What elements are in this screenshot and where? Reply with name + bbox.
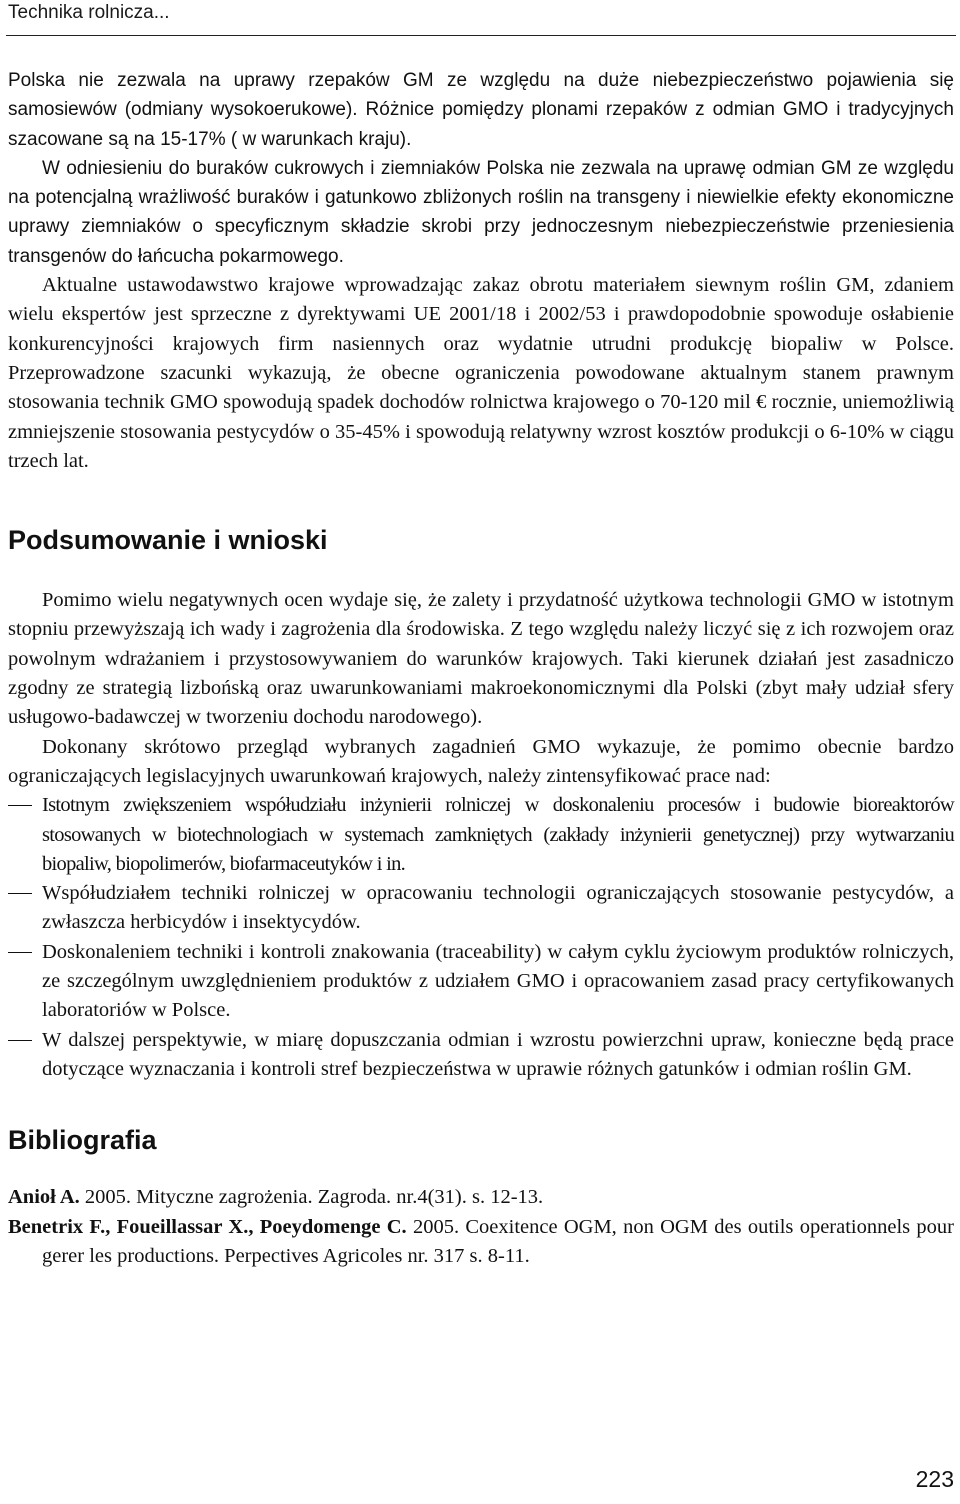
body-paragraph-1: Polska nie zezwala na uprawy rzepaków GM ze względu na duże niebezpieczeństwo pojawienia się samosiewów (odmiany wysokoerukowe). Różnice pomiędzy plonami rzepaków z odmian GMO i tradycyjnych szacowane są na 15-17% ( w warunkach kraju).	[8, 70, 954, 150]
list-item	[8, 1026, 954, 1085]
header-rule	[6, 35, 956, 36]
page-content	[8, 66, 954, 1271]
dash-bullet-icon	[8, 1040, 32, 1041]
bibliography-entry	[8, 1183, 954, 1212]
bibliography-details: 2005. Mityczne zagrożenia. Zagroda. nr.4(31). s. 12-13.	[79, 1186, 544, 1209]
conclusions-list	[8, 791, 954, 1084]
body-paragraph-2: W odniesieniu do buraków cukrowych i ziemniaków Polska nie zezwala na uprawę odmian GM ze względu na potencjalną wrażliwość buraków i gatunkowo zbliżonych roślin na transgeny i niewielkie efekty ekonomiczne uprawy ziemniaków o specyficznym składzie skrobi przy jednoczesnym niebezpieczeństwie przeniesienia transgenów do łańcucha pokarmowego.	[8, 157, 954, 267]
list-item	[8, 938, 954, 1026]
bibliography-authors: Anioł A.	[8, 1186, 80, 1209]
list-item-text: W dalszej perspektywie, w miarę dopuszczania odmian i wzrostu powierzchni upraw, konieczne będą prace dotyczące wyznaczania i kontroli stref bezpieczeństwa w uprawie różnych gatunków i odmian roślin GM.	[42, 1028, 954, 1080]
list-item-text: Istotnym zwiększeniem współudziału inżynierii rolniczej w doskonaleniu procesów i budowie bioreaktorów stosowanych w biotechnologiach w systemach zamkniętych (zakłady inżynierii genetycznej) przy wytwarzaniu biopaliw, biopolimerów, biofarmaceutyków i in.	[42, 794, 954, 875]
list-item-text: Współudziałem techniki rolniczej w opracowaniu technologii ograniczających stosowanie pestycydów, a zwłaszcza herbicydów i insektycydów.	[42, 882, 954, 934]
page-number: 223	[915, 1466, 954, 1492]
dash-bullet-icon	[8, 805, 32, 806]
body-paragraph-3: Aktualne ustawodawstwo krajowe wprowadzając zakaz obrotu materiałem siewnym roślin GM, zdaniem wielu ekspertów jest sprzeczne z dyrektywami UE 2001/18 i 2002/53 i prawdopodobnie spowoduje osłabienie konkurencyjności krajowych firm nasiennych oraz wydatnie utrudni produkcję biopaliw w Polsce. Przeprowadzone szacunki wykazują, że obecne ograniczenia powodowane aktualnym stanem prawnym stosowania technik GMO spowodują spadek dochodów rolnictwa krajowego o 70-120 mil € rocznie, uniemożliwią zmniejszenie stosowania pestycydów o 35-45% i spowodują relatywny wzrost kosztów produkcji o 6-10% w ciągu trzech lat.	[8, 274, 954, 472]
section-heading-bibliography: Bibliografia	[8, 1125, 157, 1156]
list-item-text: Doskonaleniem techniki i kontroli znakowania (traceability) w całym cyklu życiowym produktów rolniczych, ze szczególnym uwzględnieniem produktów z udziałem GMO i opracowaniem zasad pracy certyfikowanych laboratoriów w Polsce.	[42, 940, 954, 1022]
running-head-title: Technika rolnicza...	[8, 2, 170, 23]
dash-bullet-icon	[8, 952, 32, 953]
list-item	[8, 879, 954, 938]
list-item	[8, 791, 954, 879]
bibliography-authors: Benetrix F., Foueillassar X., Poeydomenge C.	[8, 1215, 407, 1238]
summary-paragraph-1: Pomimo wielu negatywnych ocen wydaje się, że zalety i przydatność użytkowa technologii GMO w istotnym stopniu przewyższają ich wady i zagrożenia dla środowiska. Z tego względu należy liczyć się z ich rozwojem oraz powolnym wdrażaniem i przystosowywaniem do warunków krajowych. Taki kierunek działań jest zasadniczo zgodny ze strategią lizbońską oraz uwarunkowaniami makroekonomicznymi dla Polski (zbyt mały udział sfery usługowo-badawczej w tworzeniu dochodu narodowego).	[8, 589, 954, 729]
summary-paragraph-2: Dokonany skrótowo przegląd wybranych zagadnień GMO wykazuje, że pomimo obecnie bardzo ograniczających legislacyjnych uwarunkowań krajowych, należy zintensyfikować prace nad:	[8, 735, 954, 787]
dash-bullet-icon	[8, 893, 32, 894]
bibliography-entry	[8, 1213, 954, 1272]
section-heading-summary: Podsumowanie i wnioski	[8, 525, 328, 556]
bibliography-details: 2005. Coexitence OGM, non OGM des outils operationnels pour gerer les productions. Perpectives Agricoles nr. 317 s. 8-11.	[42, 1215, 954, 1267]
